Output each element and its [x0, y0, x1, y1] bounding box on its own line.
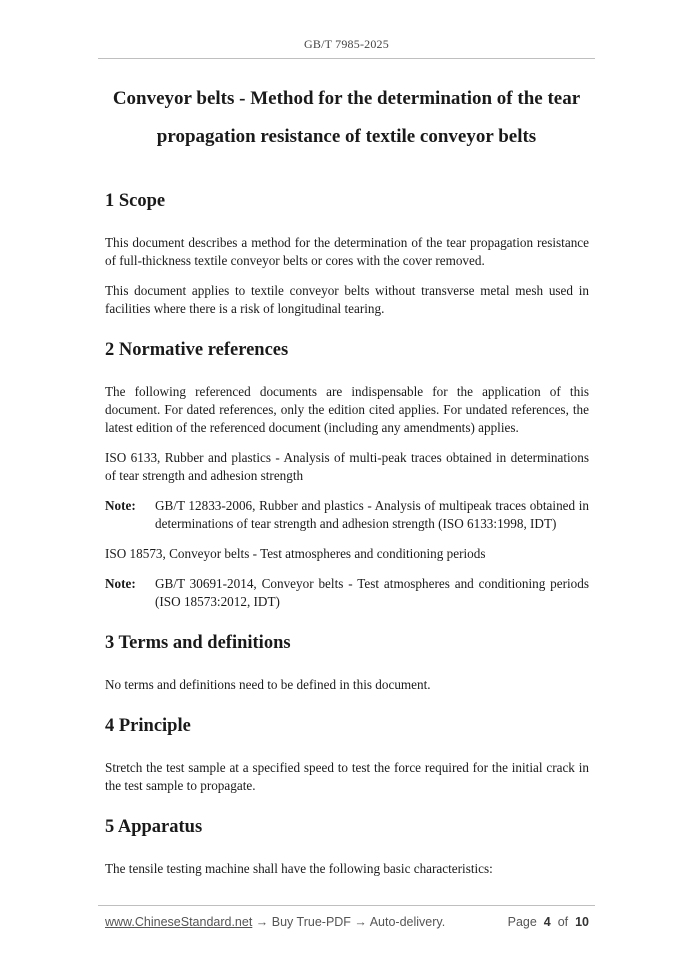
apparatus-paragraph: The tensile testing machine shall have the following basic characteristics:	[105, 861, 493, 876]
terms-paragraph: No terms and definitions need to be defined in this document.	[105, 677, 431, 692]
page-footer	[105, 915, 589, 929]
page-total: 10	[575, 915, 589, 929]
header-rule	[98, 58, 595, 59]
footer-promo	[105, 915, 445, 929]
document-title	[80, 80, 613, 156]
scope-paragraph-1: This document describes a method for the determination of the tear propagation resistance of full-thickness textile conveyor belts or cores with the cover removed.	[105, 235, 589, 268]
section-heading-terms-and-definitions: 3 Terms and definitions	[105, 633, 291, 653]
page-indicator	[508, 915, 589, 929]
note-label: Note:	[105, 498, 136, 513]
reference-iso-6133: ISO 6133, Rubber and plastics - Analysis of multi-peak traces obtained in determinations of tear strength and adhesion strength	[105, 450, 589, 483]
note-label: Note:	[105, 576, 136, 591]
footer-promo-text: → Buy True-PDF → Auto-delivery.	[252, 915, 446, 929]
note-iso-18573	[105, 575, 589, 611]
running-head: GB/T 7985-2025	[304, 37, 389, 51]
chinesestandard-link[interactable]: www.ChineseStandard.net	[105, 915, 253, 929]
normative-references-intro: The following referenced documents are indispensable for the application of this document. For dated references, only the edition cited applies. For undated references, the latest edition of the referenced document (including any amendments) applies.	[105, 384, 589, 435]
footer-rule	[98, 905, 595, 906]
principle-paragraph: Stretch the test sample at a specified speed to test the force required for the initial crack in the test sample to propagate.	[105, 760, 589, 793]
page-of: of	[557, 915, 569, 929]
title-line-1: Conveyor belts - Method for the determination of the tear	[112, 88, 581, 109]
note-text: GB/T 30691-2014, Conveyor belts - Test atmospheres and conditioning periods (ISO 18573:2012, IDT)	[155, 576, 589, 609]
page-current: 4	[543, 915, 551, 929]
scope-paragraph-2: This document applies to textile conveyor belts without transverse metal mesh used in facilities where there is a risk of longitudinal tearing.	[105, 283, 589, 316]
page-label: Page	[507, 915, 537, 929]
section-heading-scope: 1 Scope	[105, 191, 166, 211]
section-heading-principle: 4 Principle	[105, 716, 191, 736]
note-text: GB/T 12833-2006, Rubber and plastics - Analysis of multipeak traces obtained in determinations of tear strength and adhesion strength (ISO 6133:1998, IDT)	[155, 498, 589, 531]
section-heading-normative-references: 2 Normative references	[105, 340, 289, 360]
section-heading-apparatus: 5 Apparatus	[105, 817, 203, 837]
title-line-2: propagation resistance of textile conveyor belts	[156, 126, 537, 147]
note-iso-6133	[105, 497, 589, 533]
reference-iso-18573: ISO 18573, Conveyor belts - Test atmospheres and conditioning periods	[105, 546, 486, 561]
document-body	[105, 183, 589, 878]
